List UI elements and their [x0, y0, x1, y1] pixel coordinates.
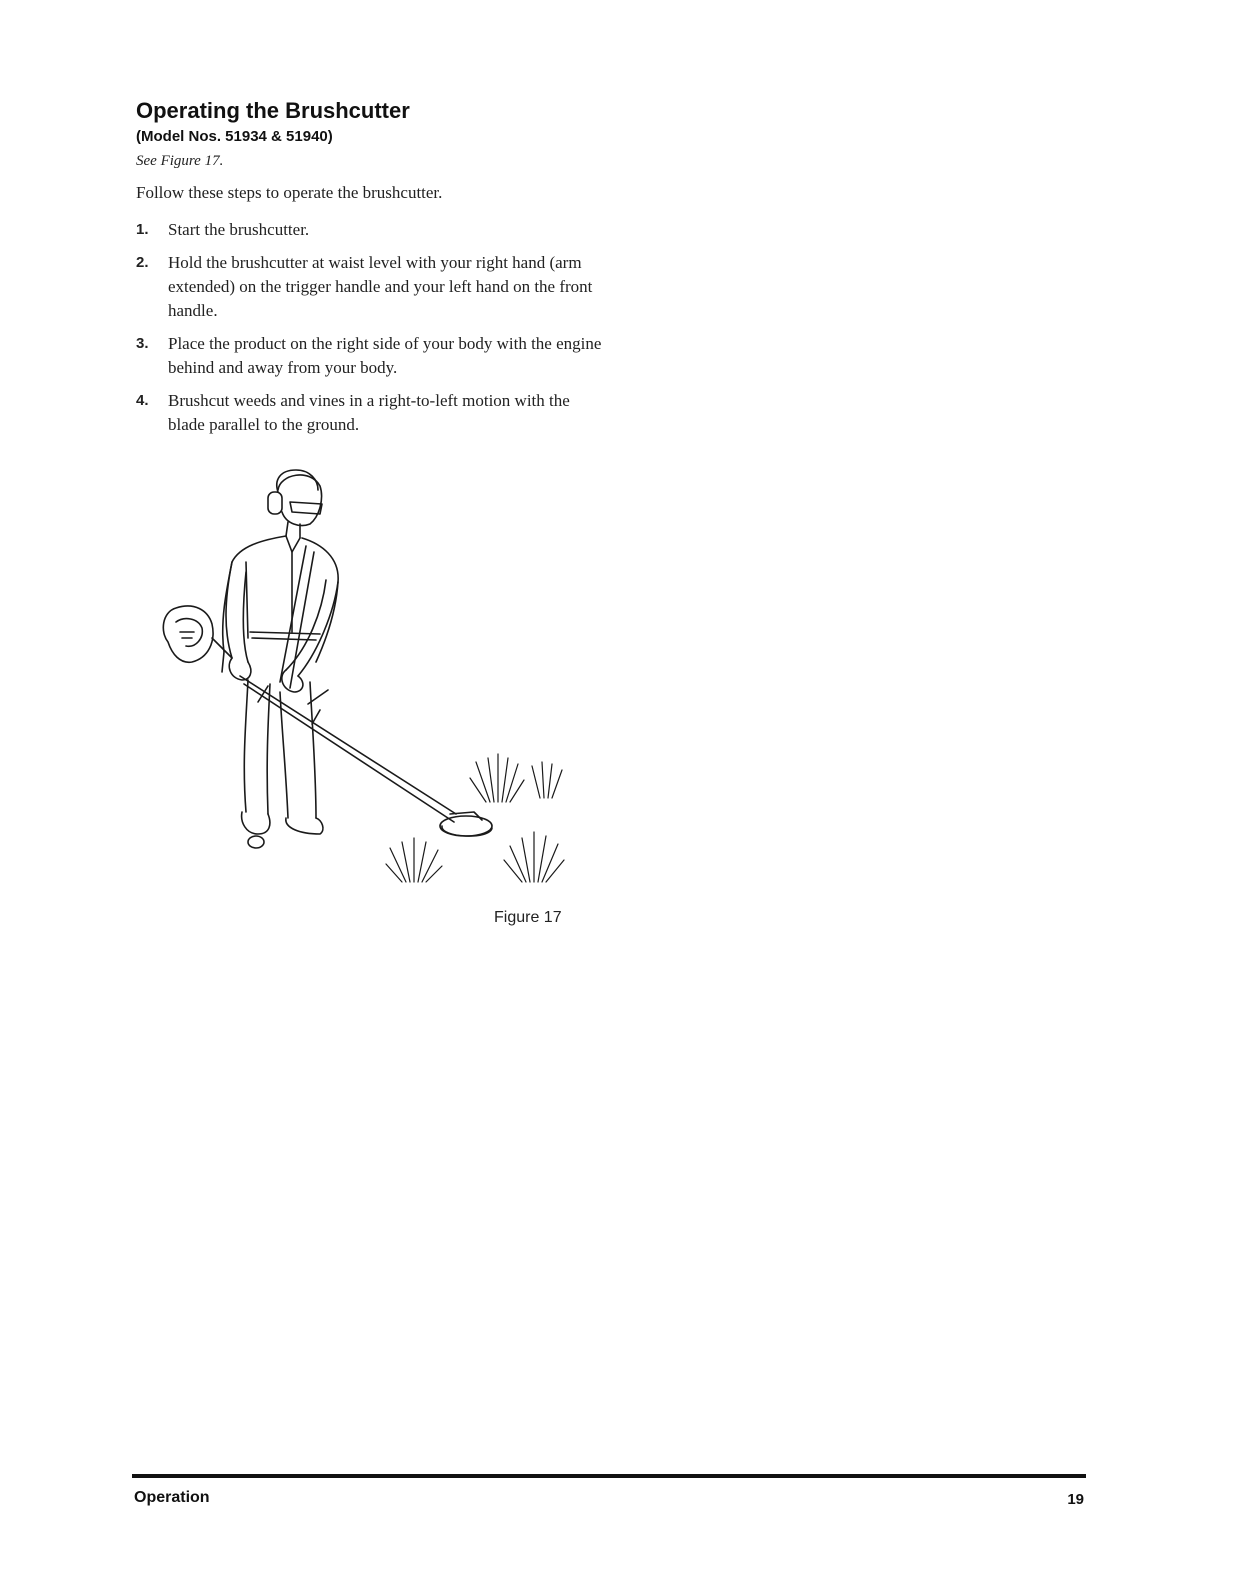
- step-text: Hold the brushcutter at waist level with your right hand (arm extended) on the trigger handle and your left hand on the front handle.: [168, 253, 593, 320]
- step-text: Place the product on the right side of your body with the engine behind and away from your body.: [168, 334, 602, 377]
- figure-caption: Figure 17: [494, 909, 562, 926]
- intro-paragraph: Follow these steps to operate the brushcutter.: [136, 183, 443, 202]
- step-text: Brushcut weeds and vines in a right-to-left motion with the blade parallel to the ground.: [168, 391, 570, 434]
- footer-section-name: Operation: [134, 1489, 210, 1506]
- step-item: [136, 251, 606, 323]
- torso-shirt: [222, 536, 338, 688]
- step-number: 1.: [136, 221, 149, 238]
- cutting-head: [440, 812, 492, 836]
- footer-page-number: 19: [1067, 1491, 1084, 1508]
- engine-unit: [163, 606, 232, 662]
- step-number: 4.: [136, 392, 149, 409]
- step-item: [136, 332, 606, 380]
- legs: [242, 680, 323, 848]
- step-text: Start the brushcutter.: [168, 220, 310, 239]
- step-number: 3.: [136, 335, 149, 352]
- steps-list: [136, 218, 606, 446]
- figure-illustration: [150, 462, 590, 902]
- brushcutter-shaft: [240, 676, 456, 822]
- section-title: Operating the Brushcutter: [136, 98, 410, 123]
- footer-rule: [132, 1474, 1086, 1478]
- see-figure-reference: See Figure 17.: [136, 153, 224, 169]
- head-with-ear-protection: [268, 470, 322, 538]
- step-item: [136, 389, 606, 437]
- step-number: 2.: [136, 254, 149, 271]
- section-subtitle: (Model Nos. 51934 & 51940): [136, 128, 333, 145]
- step-item: [136, 218, 606, 242]
- weeds: [386, 754, 564, 882]
- brushcutter-operator-drawing: [150, 462, 590, 902]
